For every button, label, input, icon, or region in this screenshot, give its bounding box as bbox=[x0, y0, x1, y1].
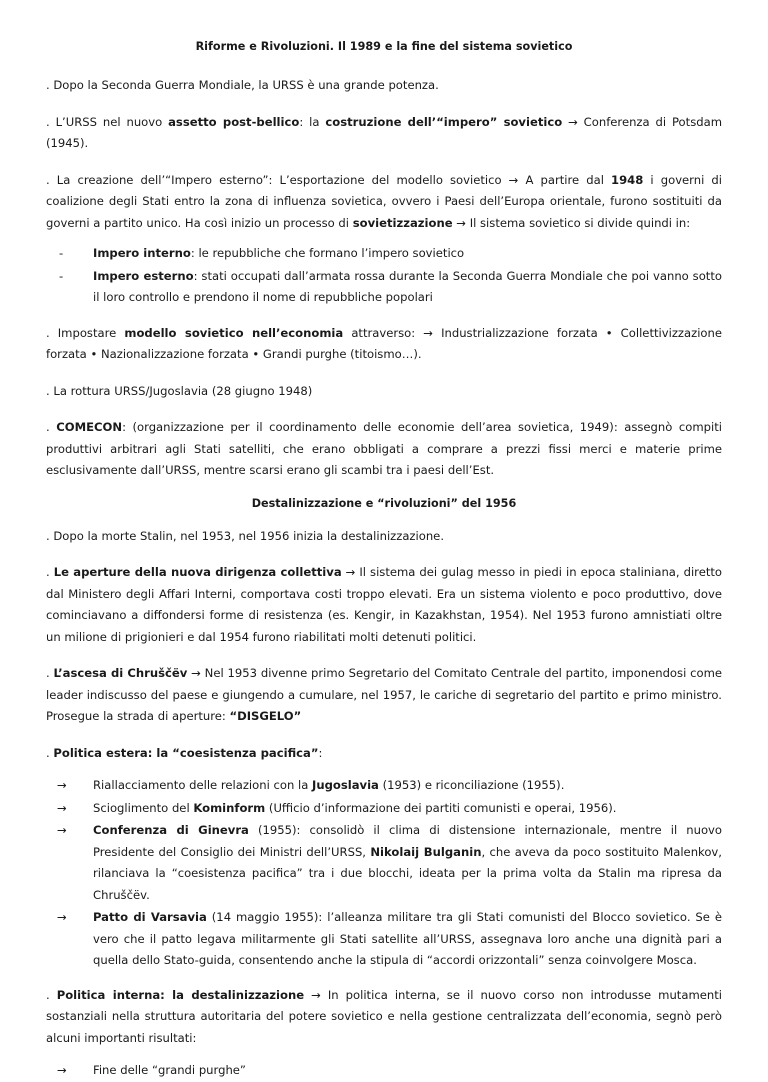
arrow-right-icon: → bbox=[57, 1063, 67, 1077]
list-item: → Scioglimento del Kominform (Ufficio d’informazione dei partiti comunisti e operai, 1956). bbox=[46, 798, 722, 820]
arrow-right-icon: → bbox=[57, 778, 67, 792]
paragraph: . L’ascesa di Chruščëv → Nel 1953 divenne primo Segretario del Comitato Centrale del partito, imponendosi come leader indiscusso del paese e giungendo a cumulare, nel 1957, le cariche di segretario del partito e primo ministro. Prosegue la strada di aperture: “DISGELO” bbox=[46, 666, 722, 723]
section-title: Riforme e Rivoluzioni. Il 1989 e la fine del sistema sovietico bbox=[195, 40, 573, 53]
paragraph: . La rottura URSS/Jugoslavia (28 giugno 1948) bbox=[46, 383, 313, 398]
list-item: → Riallacciamento delle relazioni con la Jugoslavia (1953) e riconciliazione (1955). bbox=[46, 775, 722, 797]
dash-marker: - bbox=[59, 268, 64, 283]
arrow-list bbox=[46, 1060, 722, 1082]
arrow-right-icon: → bbox=[57, 910, 67, 924]
arrow-right-icon: → bbox=[57, 800, 67, 815]
paragraph: . La creazione dell’“Impero esterno”: L’esportazione del modello sovietico → A partire dal 1948 i governi di coalizione degli Stati entro la zona di influenza sovietica, ovvero i Paesi dell’Europa orientale, furono sostituiti da governi a partito unico. Ha così inizio un processo di sovietizzazione → Il sistema sovietico si divide quindi in: bbox=[46, 172, 722, 230]
paragraph: . Dopo la morte Stalin, nel 1953, nel 1956 inizia la destalinizzazione. bbox=[46, 528, 445, 543]
dash-marker: - bbox=[59, 246, 64, 260]
paragraph: . Le aperture della nuova dirigenza collettiva → Il sistema dei gulag messo in piedi in epoca staliniana, diretto dal Ministero degli Affari Interni, comportava costi troppo elevati. Era un sistema violento e poco produttivo, dove cominciavano a diffondersi forme di resistenza (es. Kengir, in Kazakhstan, 1954). Nel 1953 furono amnistiati oltre un milione di prigionieri e dal 1954 furono riabilitati molti detenuti politici. bbox=[46, 565, 723, 644]
arrow-list bbox=[46, 775, 722, 972]
paragraph: . Impostare modello sovietico nell’economia attraverso: → Industrializzazione forzata • Collettivizzazione forzata • Nazionalizzazione forzata • Grandi purghe (titoismo…). bbox=[46, 325, 722, 361]
list-item: → Fine delle “grandi purghe” bbox=[46, 1060, 722, 1082]
paragraph: . L’URSS nel nuovo assetto post-bellico: la costruzione dell’“impero” sovietico → Conferenza di Potsdam (1945). bbox=[46, 114, 722, 150]
paragraph: . COMECON: (organizzazione per il coordinamento delle economie dell’area sovietica, 1949): assegnò compiti produttivi arbitrari agli Stati satelliti, che erano obbligati a comprare a prezzi fissi merci e materie prime esclusivamente dall’URSS, mentre scarsi erano gli scambi tra i paesi dell’Est. bbox=[46, 420, 722, 477]
paragraph: . Politica estera: la “coesistenza pacifica”: bbox=[46, 745, 323, 760]
section-title: Destalinizzazione e “rivoluzioni” del 1956 bbox=[251, 496, 517, 510]
list-item: - Impero esterno: stati occupati dall’armata rossa durante la Seconda Guerra Mondiale che poi vanno sotto il loro controllo e prendono il nome di repubbliche popolari bbox=[46, 266, 722, 309]
arrow-right-icon: → bbox=[57, 823, 67, 837]
list-item: → Patto di Varsavia (14 maggio 1955): l’alleanza militare tra gli Stati comunisti del Blocco sovietico. Se è vero che il patto legava militarmente gli Stati satellite all’URSS, assegnava loro anche una dignità pari a quella dello Stato-guida, consentendo anche la stipula di “accordi orizzontali” senza coinvolgere Mosca. bbox=[46, 907, 722, 972]
paragraph: . Dopo la Seconda Guerra Mondiale, la URSS è una grande potenza. bbox=[46, 78, 439, 92]
dash-list bbox=[46, 243, 722, 309]
paragraph: . Politica interna: la destalinizzazione → In politica interna, se il nuovo corso non introdusse mutamenti sostanziali nella struttura autoritaria del potere sovietico e nella gestione centralizzata dell’economia, segnò però alcuni importanti risultati: bbox=[46, 987, 722, 1045]
list-item: → Conferenza di Ginevra (1955): consolidò il clima di distensione internazionale, mentre il nuovo Presidente del Consiglio dei Ministri dell’URSS, Nikolaij Bulganin, che aveva da poco sostituito Malenkov, rilanciava la “coesistenza pacifica” tra i due blocchi, ideata per la prima volta da Stalin ma ripresa da Chruščëv. bbox=[46, 820, 722, 906]
list-item: - Impero interno: le repubbliche che formano l’impero sovietico bbox=[46, 243, 722, 265]
